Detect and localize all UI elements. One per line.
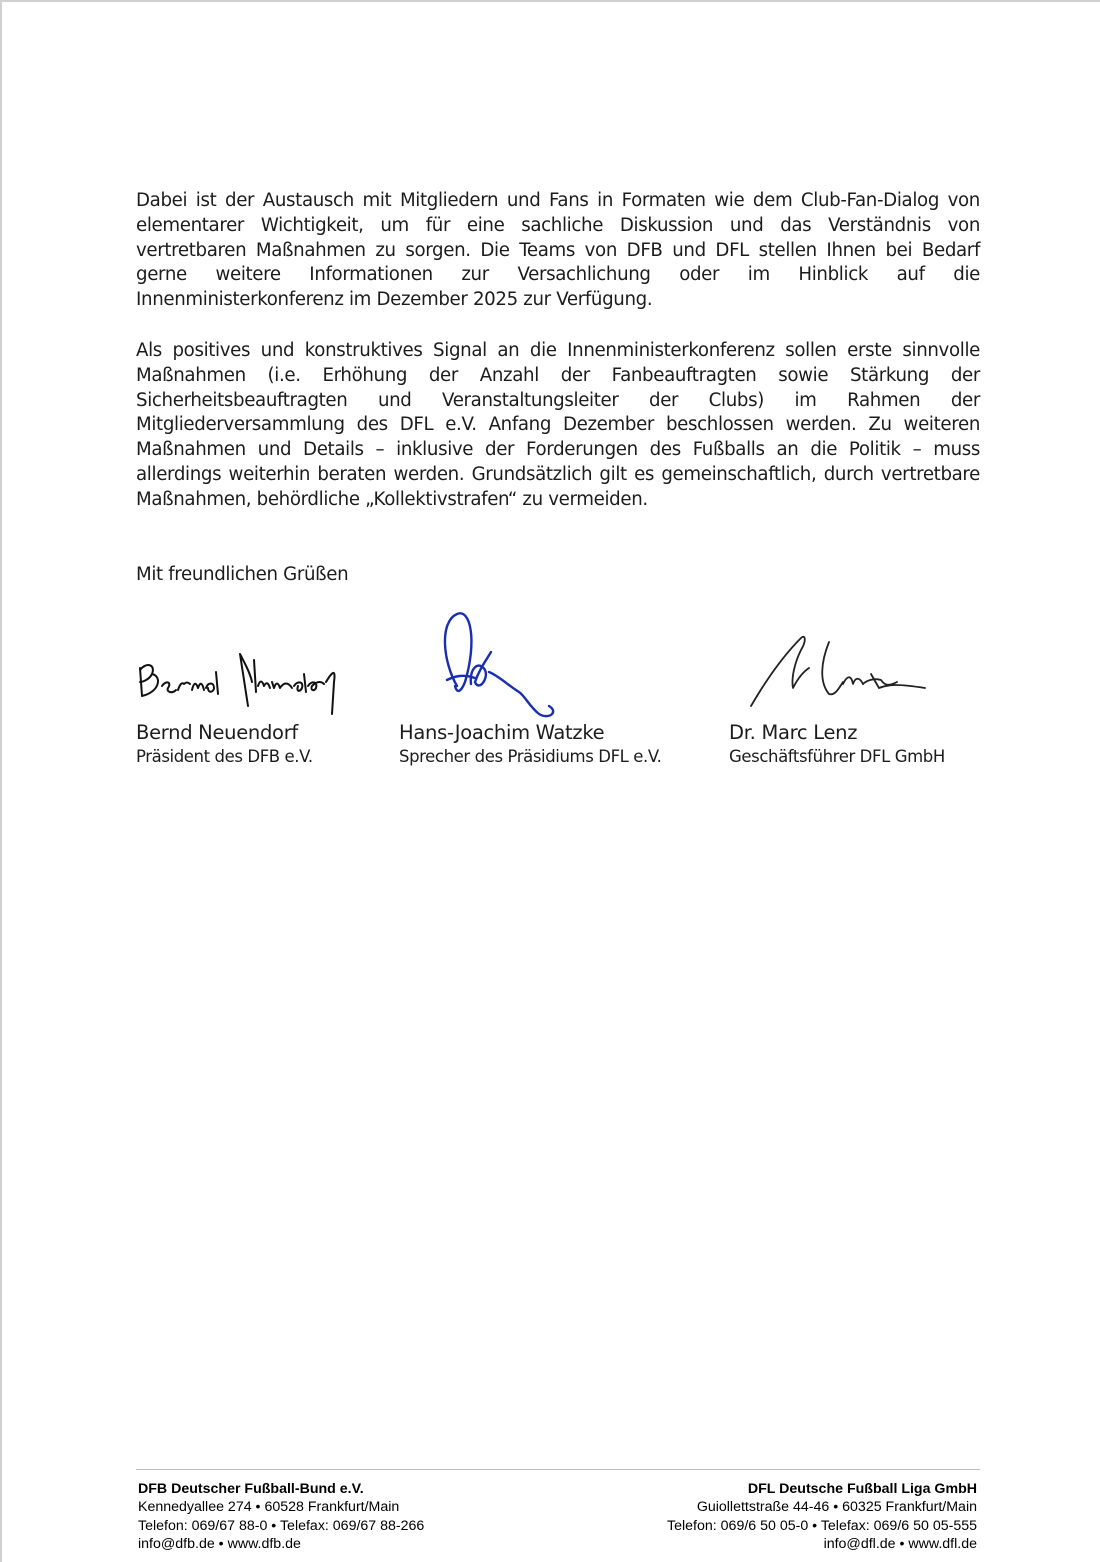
- footer-dfl-org: DFL Deutsche Fußball Liga GmbH: [747, 1481, 977, 1497]
- footer-dfl-web: info@dfl.de • www.dfl.de: [823, 1535, 977, 1552]
- letter-paragraph-2: Als positives und konstruktives Signal an die Innenministerkonferenz sollen erste sinnvolle Maßnahmen (i.e. Erhöhung der Anzahl der Fanbeauftragten sowie Stärkung der Sicherheitsbeauftragten und Veranstaltungsleiter der Clubs) im Rahmen der Mitgliederversammlung des DFL e.V. Anfang Dezember beschlossen werden. Zu weiteren Maßnahmen und Details – inklusive der Forderungen des Fußballs an die Politik – muss allerdings weiterhin beraten werden. Grundsätzlich gilt es gemeinschaftlich, durch vertretbare Maßnahmen, behördliche „Kollektivstrafen“ zu vermeiden.: [136, 340, 980, 510]
- footer-dfb-web: info@dfb.de • www.dfb.de: [138, 1535, 301, 1552]
- signatory-title: Sprecher des Präsidiums DFL e.V.: [399, 747, 662, 766]
- closing-salutation: Mit freundlichen Grüßen: [136, 564, 349, 585]
- footer-dfl: [667, 1480, 977, 1553]
- footer-dfb: [138, 1480, 424, 1553]
- footer-divider: [136, 1469, 980, 1470]
- signature-watzke-icon: [399, 602, 689, 722]
- signature-block-neuendorf: [136, 602, 386, 766]
- signatory-title: Geschäftsführer DFL GmbH: [729, 747, 945, 766]
- signatory-name: Hans-Joachim Watzke: [399, 721, 605, 744]
- signatory-name: Bernd Neuendorf: [136, 721, 298, 744]
- signature-lenz-icon: [729, 602, 989, 722]
- signatory-name: Dr. Marc Lenz: [729, 721, 858, 744]
- signature-block-lenz: [729, 602, 989, 766]
- footer-dfb-phone: Telefon: 069/67 88-0 • Telefax: 069/67 88-266: [138, 1517, 425, 1534]
- signature-neuendorf-icon: [136, 602, 386, 722]
- footer-dfb-org: DFB Deutscher Fußball-Bund e.V.: [138, 1481, 364, 1497]
- footer-dfb-address: Kennedyallee 274 • 60528 Frankfurt/Main: [138, 1499, 400, 1516]
- footer-dfl-address: Guiollettstraße 44-46 • 60325 Frankfurt/Main: [696, 1499, 977, 1516]
- letter-paragraph-1: Dabei ist der Austausch mit Mitgliedern und Fans in Formaten wie dem Club-Fan-Dialog von elementarer Wichtigkeit, um für eine sachliche Diskussion und das Verständnis von vertretbaren Maßnahmen zu sorgen. Die Teams von DFB und DFL stellen Ihnen bei Bedarf gerne weitere Informationen zur Versachlichung oder im Hinblick auf die Innenministerkonferenz im Dezember 2025 zur Verfügung.: [136, 190, 980, 311]
- signatory-title: Präsident des DFB e.V.: [136, 747, 313, 766]
- signature-block-watzke: [399, 602, 689, 766]
- footer-dfl-phone: Telefon: 069/6 50 05-0 • Telefax: 069/6 50 05-555: [667, 1517, 977, 1534]
